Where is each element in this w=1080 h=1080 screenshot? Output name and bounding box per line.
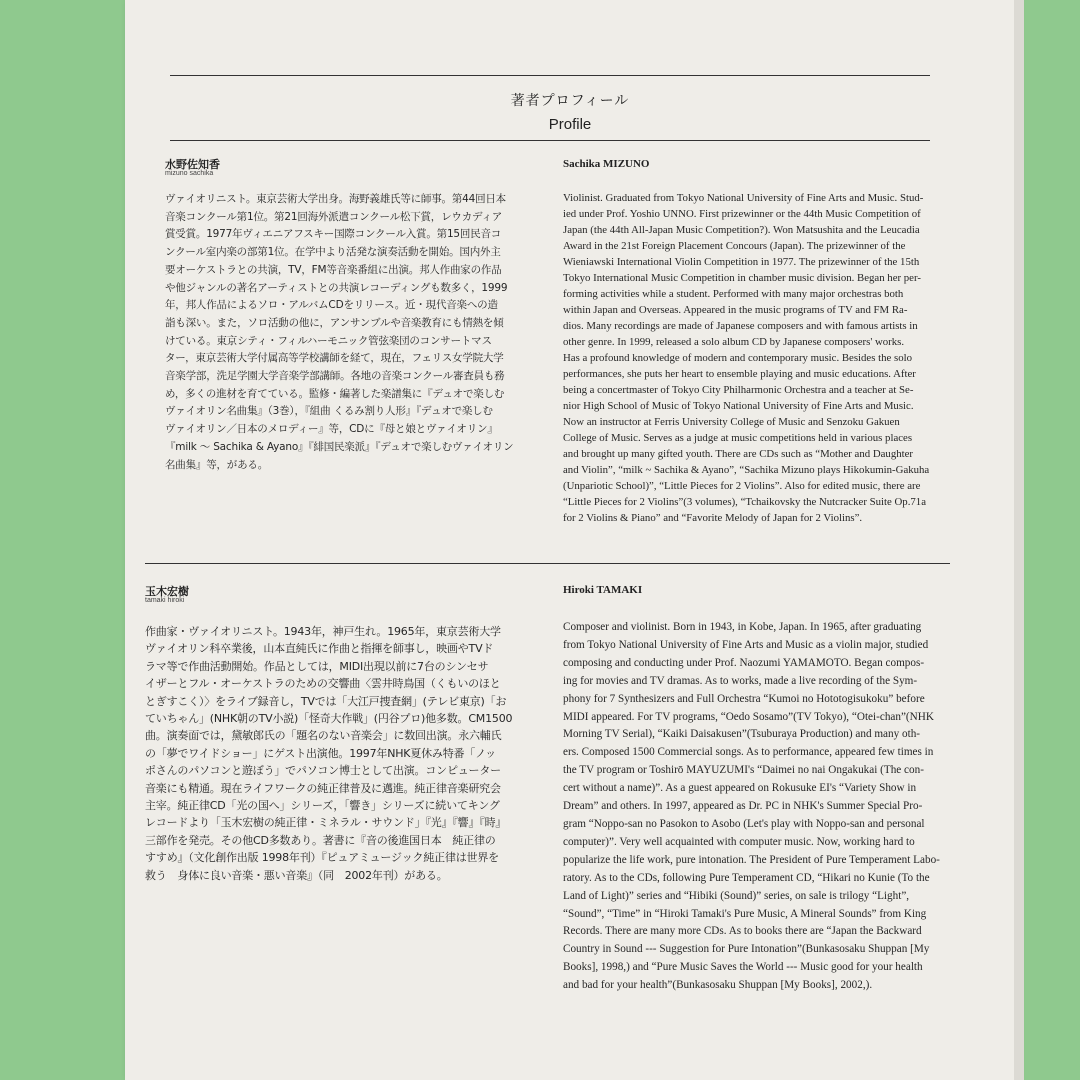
bio-line: ヴァイオリニスト。東京芸術大学出身。海野義雄氏等に師事。第44回日本 [165,193,506,205]
bio-line: phony for 7 Synthesizers and Full Orchestra “Kumoi no Hototogisukoku” before [563,692,925,705]
bio-line: とぎすこく）〉をライブ録音し，TVでは「大江戸捜査網」(テレビ東京)「お [145,694,507,708]
bio-line: Land of Light)” series and “Hibiki (Sound)” series, on sale is trilogy “Light”, [563,889,910,902]
bio-line: and Violin”, “milk ~ Sachika & Ayano”, “Sachika Mizuno plays Hikokumin-Gakuha [563,464,930,476]
bio-line: from Tokyo National University of Fine Arts and Music as a violin major, studied [563,638,929,651]
bio-line: computer)”. Very well acquainted with computer music. Now, working hard to [563,835,915,848]
bio-line: Has a profound knowledge of modern and contemporary music. Besides the solo [563,352,913,364]
bio-line: けている。東京シティ・フィルハーモニック管弦楽団のコンサートマス [165,334,492,347]
bio-line: Morning TV Serial), “Kaiki Daisakusen”(Tsuburaya Production) and many oth- [563,728,921,741]
mizuno-name-romaji: mizuno sachika [165,170,214,177]
bio-line: and bad for your health”(Bunkasosaku Shuppan [My Books], 2002,). [563,979,873,992]
bio-line: ied under Prof. Yoshio UNNO. First prizewinner or the 44th Music Competition of [563,208,921,220]
bio-line: や他ジャンルの著名アーティストとの共演レコーディングも数多く，1999 [165,281,508,294]
tamaki-name-romaji: tamaki hiroki [145,597,185,604]
bio-line: Violinist. Graduated from Tokyo National University of Fine Arts and Music. Stud- [563,192,924,204]
bio-line: dios. Many recordings are made of Japanese composers and with famous artists in [563,320,918,332]
heading-english: Profile [548,116,592,133]
bio-line: 年，邦人作品によるソロ・アルバムCDをリリース。近・現代音楽への造 [165,299,498,312]
bio-line: ンクール室内楽の部第1位。在学中より活発な演奏活動を開始。国内外主 [165,246,501,259]
bio-line: for 2 Violins & Piano” and “Favorite Melody of Japan for 2 Violins”. [563,512,863,524]
bio-line: ヴァイオリン／日本のメロディー』等，CDに『母と娘とヴァイオリン』 [165,423,498,436]
bio-line: ers. Composed 1500 Commercial songs. As to performance, appeared few times in [563,746,934,759]
bio-line: and brought up many gifted youth. There are CDs such as “Mother and Daughter [563,448,914,460]
bio-line: め，多くの進材を育てている。監修・編著した楽譜集に『デュオで楽しむ [165,387,505,400]
section-divider [145,563,950,564]
bio-line: ヴァイオリン名曲集』（3巻），『組曲 くるみ割り人形』『デュオで楽しむ [165,405,493,418]
bio-line: Japan (the 44th All-Japan Music Competition?). Won Matsushita and the Leucadia [563,224,920,236]
bio-line: popularize the life work, pure intonation. The President of Pure Temperament Labo- [563,853,940,866]
bio-line: College of Music. Serves as a judge at music competitions held in various places [563,432,913,444]
bio-line: being a concertmaster of Tokyo City Philharmonic Orchestra and a teacher at Se- [563,384,914,396]
bio-line: Now an instructor at Ferris University College of Music and Senzoku Gakuen [563,416,900,428]
bio-line: ポさんのパソコンと遊ぼう」でパソコン博士として出演。コンピューター [145,764,501,778]
bio-line: ていちゃん」(NHK朝のTV小説)「怪奇大作戦」(円谷プロ)他多数。CM1500 [145,712,513,726]
bio-line: 主宰。純正律CD「光の国へ」シリーズ，「響き」シリーズに続いてキング [145,799,500,813]
bio-line: レコードより「玉木宏樹の純正律・ミネラル・サウンド」『光』『響』『時』 [145,816,507,830]
bio-line: 曲。演奏面では，黛敏郎氏の「題名のない音楽会」に数回出演。永六輔氏 [145,729,502,743]
bio-line: Country in Sound --- Suggestion for Pure Intonation”(Bunkasosaku Shuppan [My [563,943,930,956]
bio-line: performances, she puts her heart to ensemble playing and music educations. After [563,368,916,380]
bio-line: 音楽学部，洗足学園大学音楽学部講師。各地の音楽コンクール審査員も務 [165,370,505,383]
bio-line: forming activities while a student. Performed with many major orchestras both [563,288,904,300]
bio-line: ing for movies and TV dramas. As to works, made a live recording of the Sym- [563,674,918,687]
bio-line: Composer and violinist. Born in 1943, in Kobe, Japan. In 1965, after graduating [563,621,922,633]
mizuno-bio-en [563,190,978,526]
bio-line: 三部作を発売。その他CD多数あり。著書に『音の後進国日本 純正律の [145,833,496,847]
bio-line: すすめ』（文化創作出版 1998年刊）『ピュアミュージック純正律は世界を [145,851,499,865]
bio-line: ラマ等で作曲活動開始。作品としては，MIDI出現以前に7台のシンセサ [145,659,489,673]
top-rule [170,75,930,76]
bio-line: ratory. As to the CDs, following Pure Temperament CD, “Hikari no Kunie (To the [563,871,930,884]
bio-line: Wieniawski International Violin Competition in 1977. The prizewinner of the 15th [563,256,920,268]
bio-line: other genre. In 1999, released a solo album CD by Japanese composers' works. [563,336,905,348]
bio-line: Dream” and others. In 1997, appeared as Dr. PC in NHK's Summer Special Pro- [563,800,923,813]
bio-line: 音楽にも精通。現在ライフワークの純正律普及に邁進。純正律音楽研究会 [145,781,501,795]
tamaki-bio-jp [145,623,555,884]
bio-line: cert without a name)”. As a guest appeared on Rokusuke EI's “Variety Show in [563,782,917,795]
bio-line: 賞受賞。1977年ヴィエニアフスキー国際コンクール入賞。第15回民音コ [165,228,502,241]
bio-line: イザーとフル・オーケストラのための交響曲〈雲井時鳥国（くもいのほと [145,677,501,691]
mizuno-name-en: Sachika MIZUNO [563,158,650,170]
page-edge [1014,0,1024,1080]
bio-line: 要オーケストラとの共演，TV，FM等音楽番組に出演。邦人作曲家の作品 [165,263,502,276]
bio-line: 作曲家・ヴァイオリニスト。1943年，神戸生れ。1965年，東京芸術大学 [145,625,501,638]
bio-line: “Sound”, “Time” in “Hiroki Tamaki's Pure Music, A Mineral Sounds” from King [563,907,927,920]
tamaki-name-en: Hiroki TAMAKI [563,584,643,596]
bio-line: Tokyo International Music Competition in chamber music division. Began her per- [563,272,921,284]
tamaki-bio-en [563,619,1003,995]
bio-line: Award in the 21st Foreign Placement Concours (Japan). The prizewinner of the [563,240,906,252]
mizuno-bio-jp [165,191,555,474]
heading-japanese: 著者プロフィール [510,93,630,109]
bio-line: gram “Noppo-san no Pasokon to Asobo (Let's play with Noppo-san and personal [563,817,925,830]
heading-rule [170,140,930,141]
bio-line: 『milk 〜 Sachika & Ayano』『緋国民楽派』『デュオで楽しむヴァイオリン [165,440,514,453]
bio-line: Books], 1998,) and “Pure Music Saves the World --- Music good for your health [563,961,923,974]
bio-line: MIDI appeared. For TV programs, “Oedo Sosamo”(TV Tokyo), “Otei-chan”(NHK [563,710,934,723]
bio-line: within Japan and Overseas. Appeared in the music programs of TV and FM Ra- [563,304,908,316]
tamaki-name-jp: 玉木宏樹 [145,585,189,598]
mizuno-name-jp: 水野佐知香 [165,158,220,171]
bio-line: Records. There are many more CDs. As to books there are “Japan the Backward [563,925,922,938]
bio-line: 救う 身体に良い音楽・悪い音楽』（同 2002年刊）がある。 [145,868,448,882]
bio-line: (Unpariotic School)”, “Little Pieces for 2 Violins”. Also for edited music, there are [563,480,921,492]
bio-line: 音楽コンクール第1位。第21回海外派遣コンクール松下賞，レウカディア [165,210,503,223]
bio-line: the TV program or Toshirō MAYUZUMI's “Daimei no nai Ongakukai (The con- [563,764,924,777]
bio-line: 詣も深い。また，ソロ活動の他に，アンサンブルや音楽教育にも情熱を傾 [165,316,504,329]
document-page [125,0,1015,1080]
bio-line: 名曲集』等，がある。 [165,458,268,471]
bio-line: nior High School of Music of Tokyo National University of Fine Arts and Music. [563,400,914,412]
bio-line: の「夢でワイドショー」にゲスト出演他。1997年NHK夏休み特番「ノッ [145,746,496,760]
bio-line: composing and conducting under Prof. Naozumi YAMAMOTO. Began compos- [563,656,925,669]
bio-line: “Little Pieces for 2 Violins”(3 volumes), “Tchaikovsky the Nutcracker Suite Op.71a [563,496,926,508]
bio-line: ター，東京芸術大学付属高等学校講師を経て，現在，フェリス女学院大学 [165,352,504,365]
bio-line: ヴァイオリン科卒業後，山本直純氏に作曲と指揮を師事し，映画やTVド [145,642,494,656]
